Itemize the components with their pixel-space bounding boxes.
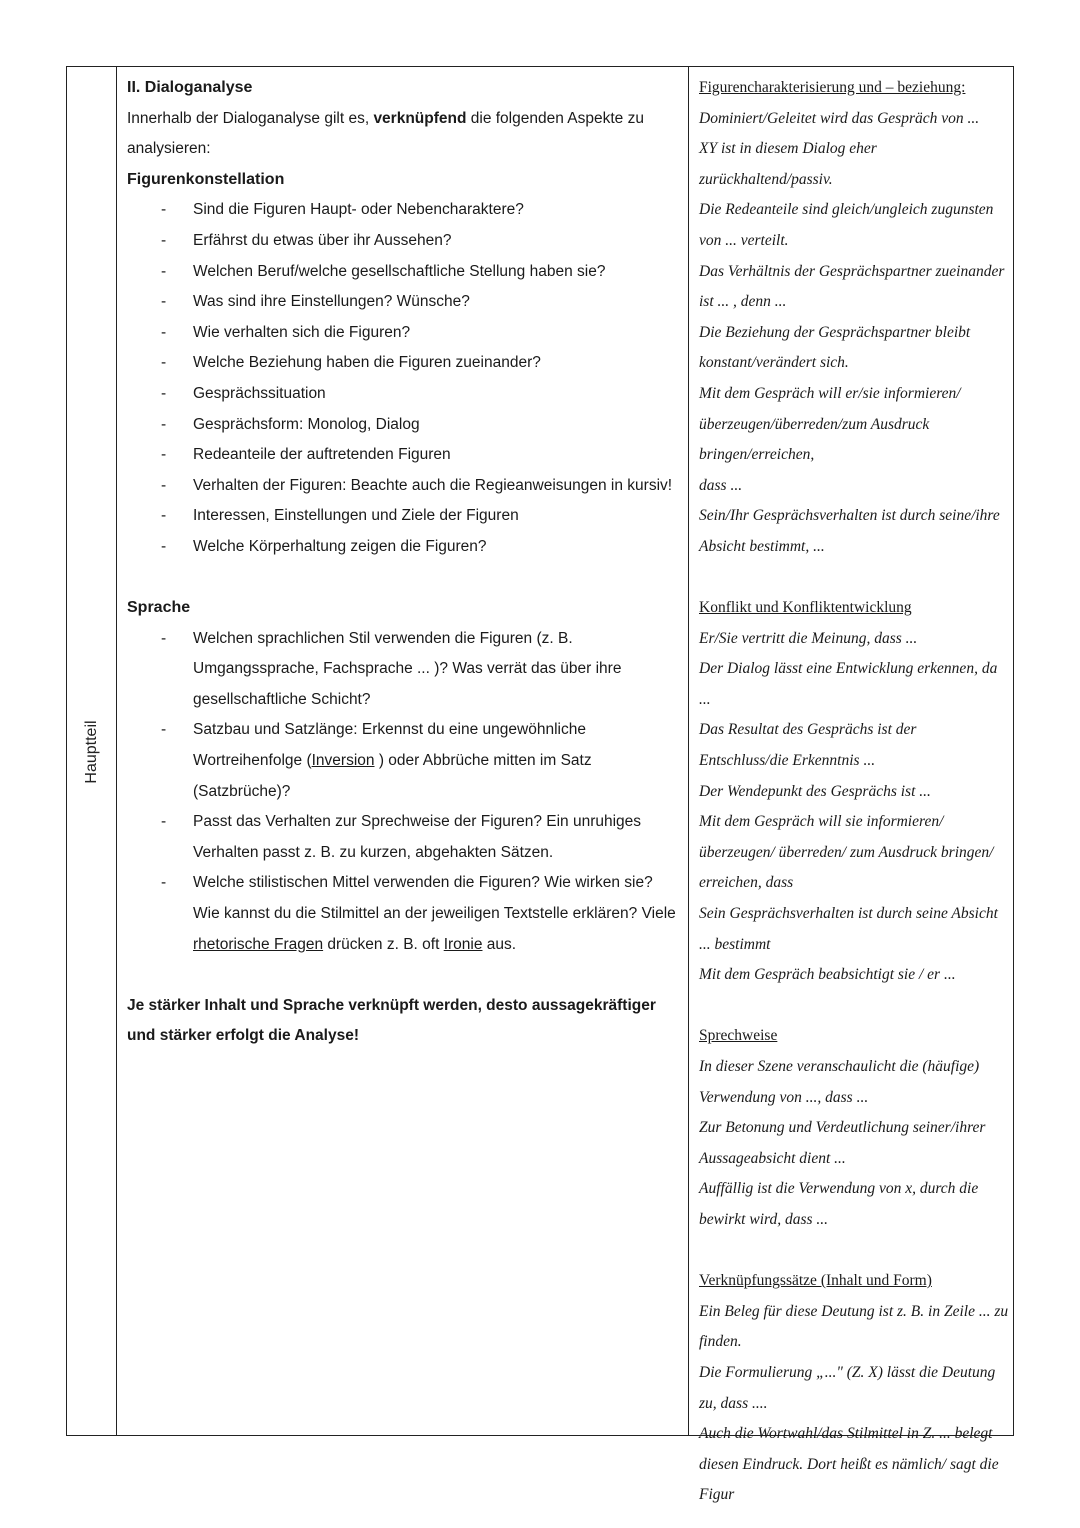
phrase-line: Der Dialog lässt eine Entwicklung erkennen, da ... bbox=[699, 660, 998, 708]
phrase-line: Dominiert/Geleitet wird das Gespräch von ... bbox=[699, 109, 980, 127]
intro-text: Innerhalb der Dialoganalyse gilt es, verknüpfend die folgenden Aspekte zu analysieren: bbox=[127, 109, 644, 158]
phrase-line: Ein Beleg für diese Deutung ist z. B. in Zeile ... zu finden. bbox=[699, 1302, 1009, 1351]
phrase-line: Auch die Wortwahl/das Stilmittel in Z. ... belegt diesen Eindruck. Dort heißt es nämlich/ sagt die Figur bbox=[699, 1425, 999, 1504]
analysis-table bbox=[66, 66, 1014, 1504]
list-item: - Erfährst du etwas über ihr Aussehen? bbox=[193, 226, 677, 257]
phrase-line: Auffällig ist die Verwendung von x, durch die bewirkt wird, dass ... bbox=[699, 1180, 979, 1228]
figuren-heading: Figurenkonstellation bbox=[127, 170, 285, 188]
list-item: - Welche stilistischen Mittel verwenden die Figuren? Wie wirken sie? Wie kannst du die Stilmittel an der jeweiligen Textstelle erklären? Viele rhetorische Fragen drücken z. B. oft Ironie aus. bbox=[193, 868, 677, 960]
phrase-heading-konflikt: Konflikt und Konfliktentwicklung bbox=[699, 599, 912, 617]
list-item: - Wie verhalten sich die Figuren? bbox=[193, 318, 677, 349]
phrase-heading-verknuepfung: Verknüpfungssätze (Inhalt und Form) bbox=[699, 1272, 932, 1290]
column-divider-right bbox=[688, 67, 689, 1435]
sprache-list bbox=[127, 624, 677, 961]
list-item: - Welchen Beruf/welche gesellschaftliche Stellung haben sie? bbox=[193, 257, 677, 288]
list-item: - Welche Körperhaltung zeigen die Figuren? bbox=[193, 532, 677, 563]
list-item: - Sind die Figuren Haupt- oder Nebencharaktere? bbox=[193, 195, 677, 226]
phrase-line: Zur Betonung und Verdeutlichung seiner/ihrer Aussageabsicht dient ... bbox=[699, 1119, 986, 1167]
column-divider-left bbox=[116, 67, 117, 1435]
list-item: - Gesprächssituation bbox=[193, 379, 677, 410]
phrase-line: Das Resultat des Gesprächs ist der Entschluss/die Erkenntnis ... bbox=[699, 721, 917, 770]
phrase-line: Mit dem Gespräch will er/sie informieren/überzeugen/überreden/zum Ausdruck bringen/erreichen, bbox=[699, 384, 961, 464]
list-item: - Welchen sprachlichen Stil verwenden die Figuren (z. B. Umgangssprache, Fachsprache ... )? Was verrät das über ihre gesellschaftliche Schicht? bbox=[193, 624, 677, 716]
phrase-heading-sprechweise: Sprechweise bbox=[699, 1027, 778, 1045]
list-item: - Satzbau und Satzlänge: Erkennst du eine ungewöhnliche Wortreihenfolge (Inversion ) oder Abbrüche mitten im Satz (Satzbrüche)? bbox=[193, 715, 677, 807]
list-item: - Was sind ihre Einstellungen? Wünsche? bbox=[193, 287, 677, 318]
phrase-heading-figuren: Figurencharakterisierung und – beziehung: bbox=[699, 79, 966, 96]
list-item: - Redeanteile der auftretenden Figuren bbox=[193, 440, 677, 471]
figuren-list bbox=[127, 195, 677, 562]
sprache-heading: Sprache bbox=[127, 599, 191, 617]
main-content bbox=[127, 73, 677, 1052]
conclusion-text: Je stärker Inhalt und Sprache verknüpft werden, desto aussagekräftiger und stärker erfolgt die Analyse! bbox=[127, 996, 656, 1045]
phrase-line: Der Wendepunkt des Gesprächs ist ... bbox=[699, 782, 931, 800]
phrase-line: Das Verhältnis der Gesprächspartner zueinander ist ... , denn ... bbox=[699, 262, 1005, 311]
list-item: - Interessen, Einstellungen und Ziele der Figuren bbox=[193, 501, 677, 532]
phrase-line: XY ist in diesem Dialog eher zurückhaltend/passiv. bbox=[699, 140, 877, 188]
phrase-line: Sein Gesprächsverhalten ist durch seine Absicht ... bestimmt bbox=[699, 905, 998, 953]
section-label: Hauptteil bbox=[82, 720, 100, 784]
list-item: - Welche Beziehung haben die Figuren zueinander? bbox=[193, 348, 677, 379]
phrase-line: Die Redeanteile sind gleich/ungleich zugunsten von ... verteilt. bbox=[699, 201, 994, 249]
phrases-column bbox=[699, 73, 1009, 1511]
phrase-line: Mit dem Gespräch beabsichtigt sie / er ... bbox=[699, 966, 956, 984]
phrase-line: Sein/Ihr Gesprächsverhalten ist durch seine/ihre Absicht bestimmt, ... bbox=[699, 507, 1000, 555]
phrase-line: dass ... bbox=[699, 476, 743, 494]
list-item: - Verhalten der Figuren: Beachte auch die Regieanweisungen in kursiv! bbox=[193, 471, 677, 502]
phrase-line: Er/Sie vertritt die Meinung, dass ... bbox=[699, 629, 918, 647]
phrase-line: Die Formulierung „..." (Z. X) lässt die Deutung zu, dass .... bbox=[699, 1363, 996, 1412]
phrase-line: Die Beziehung der Gesprächspartner bleibt konstant/verändert sich. bbox=[699, 323, 971, 372]
phrase-line: Mit dem Gespräch will sie informieren/ überzeugen/ überreden/ zum Ausdruck bringen/ erreichen, dass bbox=[699, 813, 994, 892]
section-title: II. Dialoganalyse bbox=[127, 79, 253, 96]
section-label-cell bbox=[67, 67, 116, 1435]
list-item: - Passt das Verhalten zur Sprechweise der Figuren? Ein unruhiges Verhalten passt z. B. zu kurzen, abgehakten Sätzen. bbox=[193, 807, 677, 868]
phrase-line: In dieser Szene veranschaulicht die (häufige) Verwendung von ..., dass ... bbox=[699, 1058, 980, 1106]
list-item: - Gesprächsform: Monolog, Dialog bbox=[193, 410, 677, 441]
